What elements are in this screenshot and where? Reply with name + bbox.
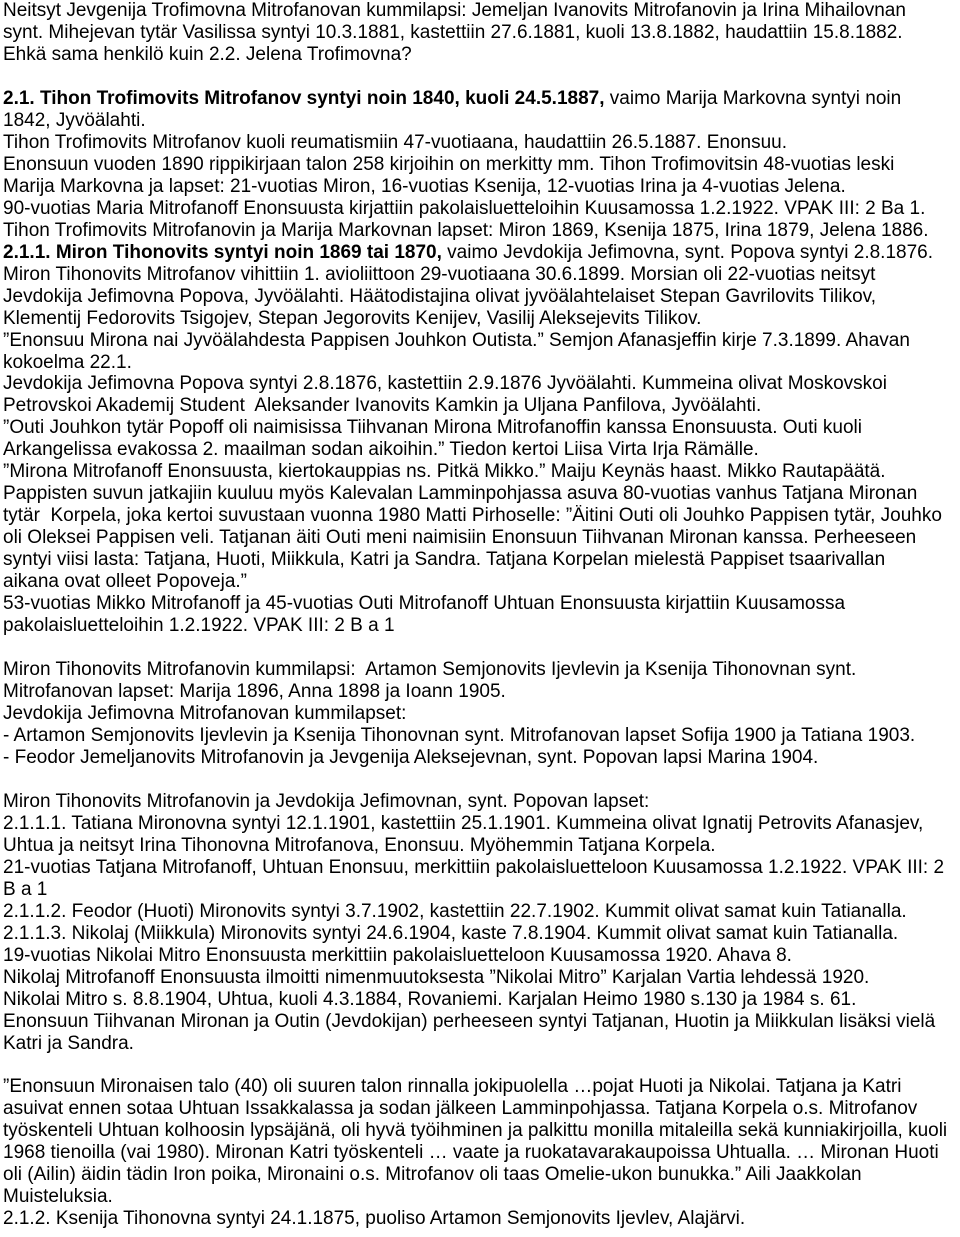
line-text: Nikolai Mitro s. 8.8.1904, Uhtua, kuoli 4.3.1884, Rovaniemi. Karjalan Heimo 1980 s.130 ja 1984 s. 61.: [3, 988, 857, 1010]
line-text: oli Oleksei Pappisen veli. Tatjanan äiti Outi meni naimisiin Enonsuun Tiihvanan Mironan kanssa. Perheeseen: [3, 527, 917, 549]
paragraph-block: [3, 0, 960, 66]
line-text: Muisteluksia.: [3, 1186, 113, 1208]
text-line: [3, 154, 960, 176]
line-text: tytär Korpela, joka kertoi suvustaan vuonna 1980 Matti Pirhoselle: ”Äitini Outi oli Jouhko Pappisen tytär, Jouhko: [3, 505, 942, 527]
heading-line: [3, 88, 960, 110]
line-text: Neitsyt Jevgenija Trofimovna Mitrofanovan kummilapsi: Jemeljan Ivanovits Mitrofanovin ja Irina Mihailovnan: [3, 0, 906, 21]
line-text: Miron Tihonovits Mitrofanov vihittiin 1. avioliittoon 29-vuotiaana 30.6.1899. Morsian oli 22-vuotias neitsyt: [3, 263, 876, 285]
text-line: [3, 198, 960, 220]
text-line: [3, 0, 960, 22]
line-text: Petrovskoi Akademij Student Aleksander Ivanovits Kamkin ja Uljana Panfilova, Jyvöälahti.: [3, 395, 762, 417]
text-line: [3, 857, 960, 879]
line-text: 1842, Jyvöälahti.: [3, 109, 146, 131]
line-text: oli (Ailin) äidin tädin Iron poika, Mironaini o.s. Mitrofanov oli taas Omelie-ukon bunukka.” Aili Jaakkolan: [3, 1164, 862, 1186]
text-line: [3, 835, 960, 857]
paragraph-block: [3, 88, 960, 637]
text-line: [3, 703, 960, 725]
line-text: Mitrofanovan lapset: Marija 1896, Anna 1898 ja Ioann 1905.: [3, 681, 506, 703]
line-text: B a 1: [3, 878, 48, 900]
line-bold-text: 2.1. Tihon Trofimovits Mitrofanov syntyi noin 1840, kuoli 24.5.1887,: [3, 87, 605, 109]
text-line: [3, 220, 960, 242]
text-line: [3, 615, 960, 637]
line-text: vaimo Marija Markovna syntyi noin: [604, 87, 902, 109]
line-text: työskenteli Uhtuan kolhoosin lypsäjänä, oli hyvä työihminen ja palkittu monilla mitaleilla sekä kunniakirjoilla, kuoli: [3, 1120, 948, 1142]
paragraph-block: [3, 659, 960, 769]
text-line: [3, 1033, 960, 1055]
text-line: [3, 373, 960, 395]
line-text: 19-vuotias Nikolai Mitro Enonsuusta merkittiin pakolaisluetteloon Kuusamossa 1920. Ahava 8.: [3, 944, 792, 966]
line-text: Nikolaj Mitrofanoff Enonsuusta ilmoitti nimenmuutoksesta ”Nikolai Mitro” Karjalan Vartia lehdessä 1920.: [3, 966, 870, 988]
line-text: 53-vuotias Mikko Mitrofanoff ja 45-vuotias Outi Mitrofanoff Uhtuan Enonsuusta kirjattiin Kuusamossa: [3, 593, 846, 615]
text-line: [3, 1011, 960, 1033]
line-text: asuivat ennen sotaa Uhtuan Issakkalassa ja sodan jälkeen Lamminpohjassa. Tatjana Korpela o.s. Mitrofanov: [3, 1098, 918, 1120]
line-text: Tihon Trofimovits Mitrofanovin ja Marija Markovnan lapset: Miron 1869, Ksenija 1875, Irina 1879, Jelena 1886.: [3, 219, 929, 241]
text-line: [3, 264, 960, 286]
line-text: 2.1.1.2. Feodor (Huoti) Mironovits syntyi 3.7.1902, kastettiin 22.7.1902. Kummit olivat samat kuin Tatianalla.: [3, 900, 907, 922]
line-text: syntyi viisi lasta: Tatjana, Huoti, Miikkula, Katri ja Sandra. Tatjana Korpelan mielestä Pappiset tsaarivallan: [3, 549, 886, 571]
line-text: Enonsuun vuoden 1890 rippikirjaan talon 258 kirjoihin on merkitty mm. Tihon Trofimovitsin 48-vuotias leski: [3, 153, 895, 175]
text-line: [3, 461, 960, 483]
text-line: [3, 1186, 960, 1208]
line-text: 21-vuotias Tatjana Mitrofanoff, Uhtuan Enonsuu, merkittiin pakolaisluetteloon Kuusamossa 1.2.1922. VPAK III: 2: [3, 856, 945, 878]
text-line: [3, 1098, 960, 1120]
text-line: [3, 879, 960, 901]
line-text: Miron Tihonovits Mitrofanovin ja Jevdokija Jefimovnan, synt. Popovan lapset:: [3, 790, 650, 812]
text-line: [3, 417, 960, 439]
text-line: [3, 791, 960, 813]
text-line: [3, 308, 960, 330]
text-line: [3, 967, 960, 989]
line-text: aikana ovat olleet Popoveja.”: [3, 571, 247, 593]
text-line: [3, 1142, 960, 1164]
line-text: 1968 tienoilla (vai 1980). Mironan Katri työskenteli … vaate ja ruokatavarakaupoissa Uhtualla. … Mironan Huoti: [3, 1142, 939, 1164]
text-line: [3, 549, 960, 571]
text-line: [3, 681, 960, 703]
text-line: [3, 571, 960, 593]
blank-line: [3, 769, 960, 791]
line-text: Jevdokija Jefimovna Popova syntyi 2.8.1876, kastettiin 2.9.1876 Jyvöälahti. Kummeina olivat Moskovskoi: [3, 373, 887, 395]
text-line: [3, 132, 960, 154]
line-text: Enonsuun Tiihvanan Mironan ja Outin (Jevdokijan) perheeseen syntyi Tatjanan, Huotin ja Miikkulan lisäksi vielä: [3, 1010, 936, 1032]
text-line: [3, 901, 960, 923]
text-line: [3, 989, 960, 1011]
text-line: [3, 505, 960, 527]
text-line: [3, 483, 960, 505]
text-line: [3, 44, 960, 66]
line-text: Arkangelissa evakossa 2. maailman sodan aikoihin.” Tiedon kertoi Liisa Virta Irja Rämälle.: [3, 439, 759, 461]
line-text: Miron Tihonovits Mitrofanovin kummilapsi: Artamon Semjonovits Ijevlevin ja Ksenija Tihonovnan synt.: [3, 659, 857, 681]
text-line: [3, 945, 960, 967]
line-text: ”Enonsuun Mironaisen talo (40) oli suuren talon rinnalla jokipuolella …pojat Huoti ja Nikolai. Tatjana ja Katri: [3, 1076, 902, 1098]
line-text: ”Mirona Mitrofanoff Enonsuusta, kiertokauppias ns. Pitkä Mikko.” Maiju Keynäs haast. Mikko Rautapäätä.: [3, 461, 886, 483]
line-text: Tihon Trofimovits Mitrofanov kuoli reumatismiin 47-vuotiaana, haudattiin 26.5.1887. Enonsuu.: [3, 131, 788, 153]
line-text: ”Outi Jouhkon tytär Popoff oli naimisissa Tiihvanan Mirona Mitrofanoffin kanssa Enonsuusta. Outi kuoli: [3, 417, 862, 439]
line-text: Katri ja Sandra.: [3, 1032, 134, 1054]
text-line: [3, 813, 960, 835]
paragraph-block: [3, 791, 960, 1055]
line-text: vaimo Jevdokija Jefimovna, synt. Popova syntyi 2.8.1876.: [441, 241, 933, 263]
line-text: 2.1.1.3. Nikolaj (Miikkula) Mironovits syntyi 24.6.1904, kaste 7.8.1904. Kummit olivat samat kuin Tatianalla.: [3, 922, 899, 944]
line-text: pakolaisluetteloihin 1.2.1922. VPAK III: 2 B a 1: [3, 615, 395, 637]
text-line: [3, 527, 960, 549]
line-text: kokoelma 22.1.: [3, 351, 132, 373]
line-text: ”Enonsuu Mirona nai Jyvöälahdesta Pappisen Jouhkon Outista.” Semjon Afanasjeffin kirje 7.3.1899. Ahavan: [3, 329, 910, 351]
text-line: [3, 1164, 960, 1186]
text-line: [3, 593, 960, 615]
line-text: Uhtua ja neitsyt Irina Tihonovna Mitrofanova, Enonsuu. Myöhemmin Tatjana Korpela.: [3, 834, 716, 856]
line-text: 90-vuotias Maria Mitrofanoff Enonsuusta kirjattiin pakolaisluetteloihin Kuusamossa 1.2.1922. VPAK III: 2 Ba 1.: [3, 197, 926, 219]
text-line: [3, 659, 960, 681]
text-line: [3, 286, 960, 308]
text-line: [3, 22, 960, 44]
text-line: [3, 1076, 960, 1098]
text-line: [3, 1120, 960, 1142]
text-line: [3, 439, 960, 461]
text-line: [3, 110, 960, 132]
line-text: synt. Mihejevan tytär Vasilissa syntyi 10.3.1881, kastettiin 27.6.1881, kuoli 13.8.1882, haudattiin 15.8.1882.: [3, 21, 903, 43]
text-line: [3, 923, 960, 945]
text-line: [3, 1208, 960, 1230]
line-text: Marija Markovna ja lapset: 21-vuotias Miron, 16-vuotias Ksenija, 12-vuotias Irina ja 4-vuotias Jelena.: [3, 175, 846, 197]
list-item: [3, 747, 960, 769]
paragraph-block: [3, 1076, 960, 1230]
line-bold-text: 2.1.1. Miron Tihonovits syntyi noin 1869 tai 1870,: [3, 241, 442, 263]
line-text: Ehkä sama henkilö kuin 2.2. Jelena Trofimovna?: [3, 43, 412, 65]
text-line: [3, 176, 960, 198]
text-line: [3, 395, 960, 417]
line-text: Jevdokija Jefimovna Mitrofanovan kummilapset:: [3, 703, 407, 724]
text-line: [3, 330, 960, 352]
line-text: Klementij Fedorovits Tsigojev, Stepan Jegorovits Kenijev, Vasilij Aleksejevits Tilikov.: [3, 307, 702, 329]
line-text: Jevdokija Jefimovna Popova, Jyvöälahti. Häätodistajina olivat jyvöälahtelaiset Stepan Gavrilovits Tilikov,: [3, 285, 877, 307]
heading-line: [3, 242, 960, 264]
line-text: 2.1.1.1. Tatiana Mironovna syntyi 12.1.1901, kastettiin 25.1.1901. Kummeina olivat Ignatij Petrovits Afanasjev,: [3, 812, 924, 834]
blank-line: [3, 1055, 960, 1077]
line-text: - Feodor Jemeljanovits Mitrofanovin ja Jevgenija Aleksejevnan, synt. Popovan lapsi Marina 1904.: [3, 746, 819, 768]
line-text: Pappisten suvun jatkajiin kuuluu myös Kalevalan Lamminpohjassa asuva 80-vuotias vanhus Tatjana Mironan: [3, 483, 918, 505]
blank-line: [3, 637, 960, 659]
text-line: [3, 352, 960, 374]
line-text: 2.1.2. Ksenija Tihonovna syntyi 24.1.1875, puoliso Artamon Semjonovits Ijevlev, Alajärvi.: [3, 1208, 746, 1230]
blank-line: [3, 66, 960, 88]
line-text: - Artamon Semjonovits Ijevlevin ja Ksenija Tihonovnan synt. Mitrofanovan lapset Sofija 1900 ja Tatiana 1903.: [3, 724, 916, 746]
list-item: [3, 725, 960, 747]
